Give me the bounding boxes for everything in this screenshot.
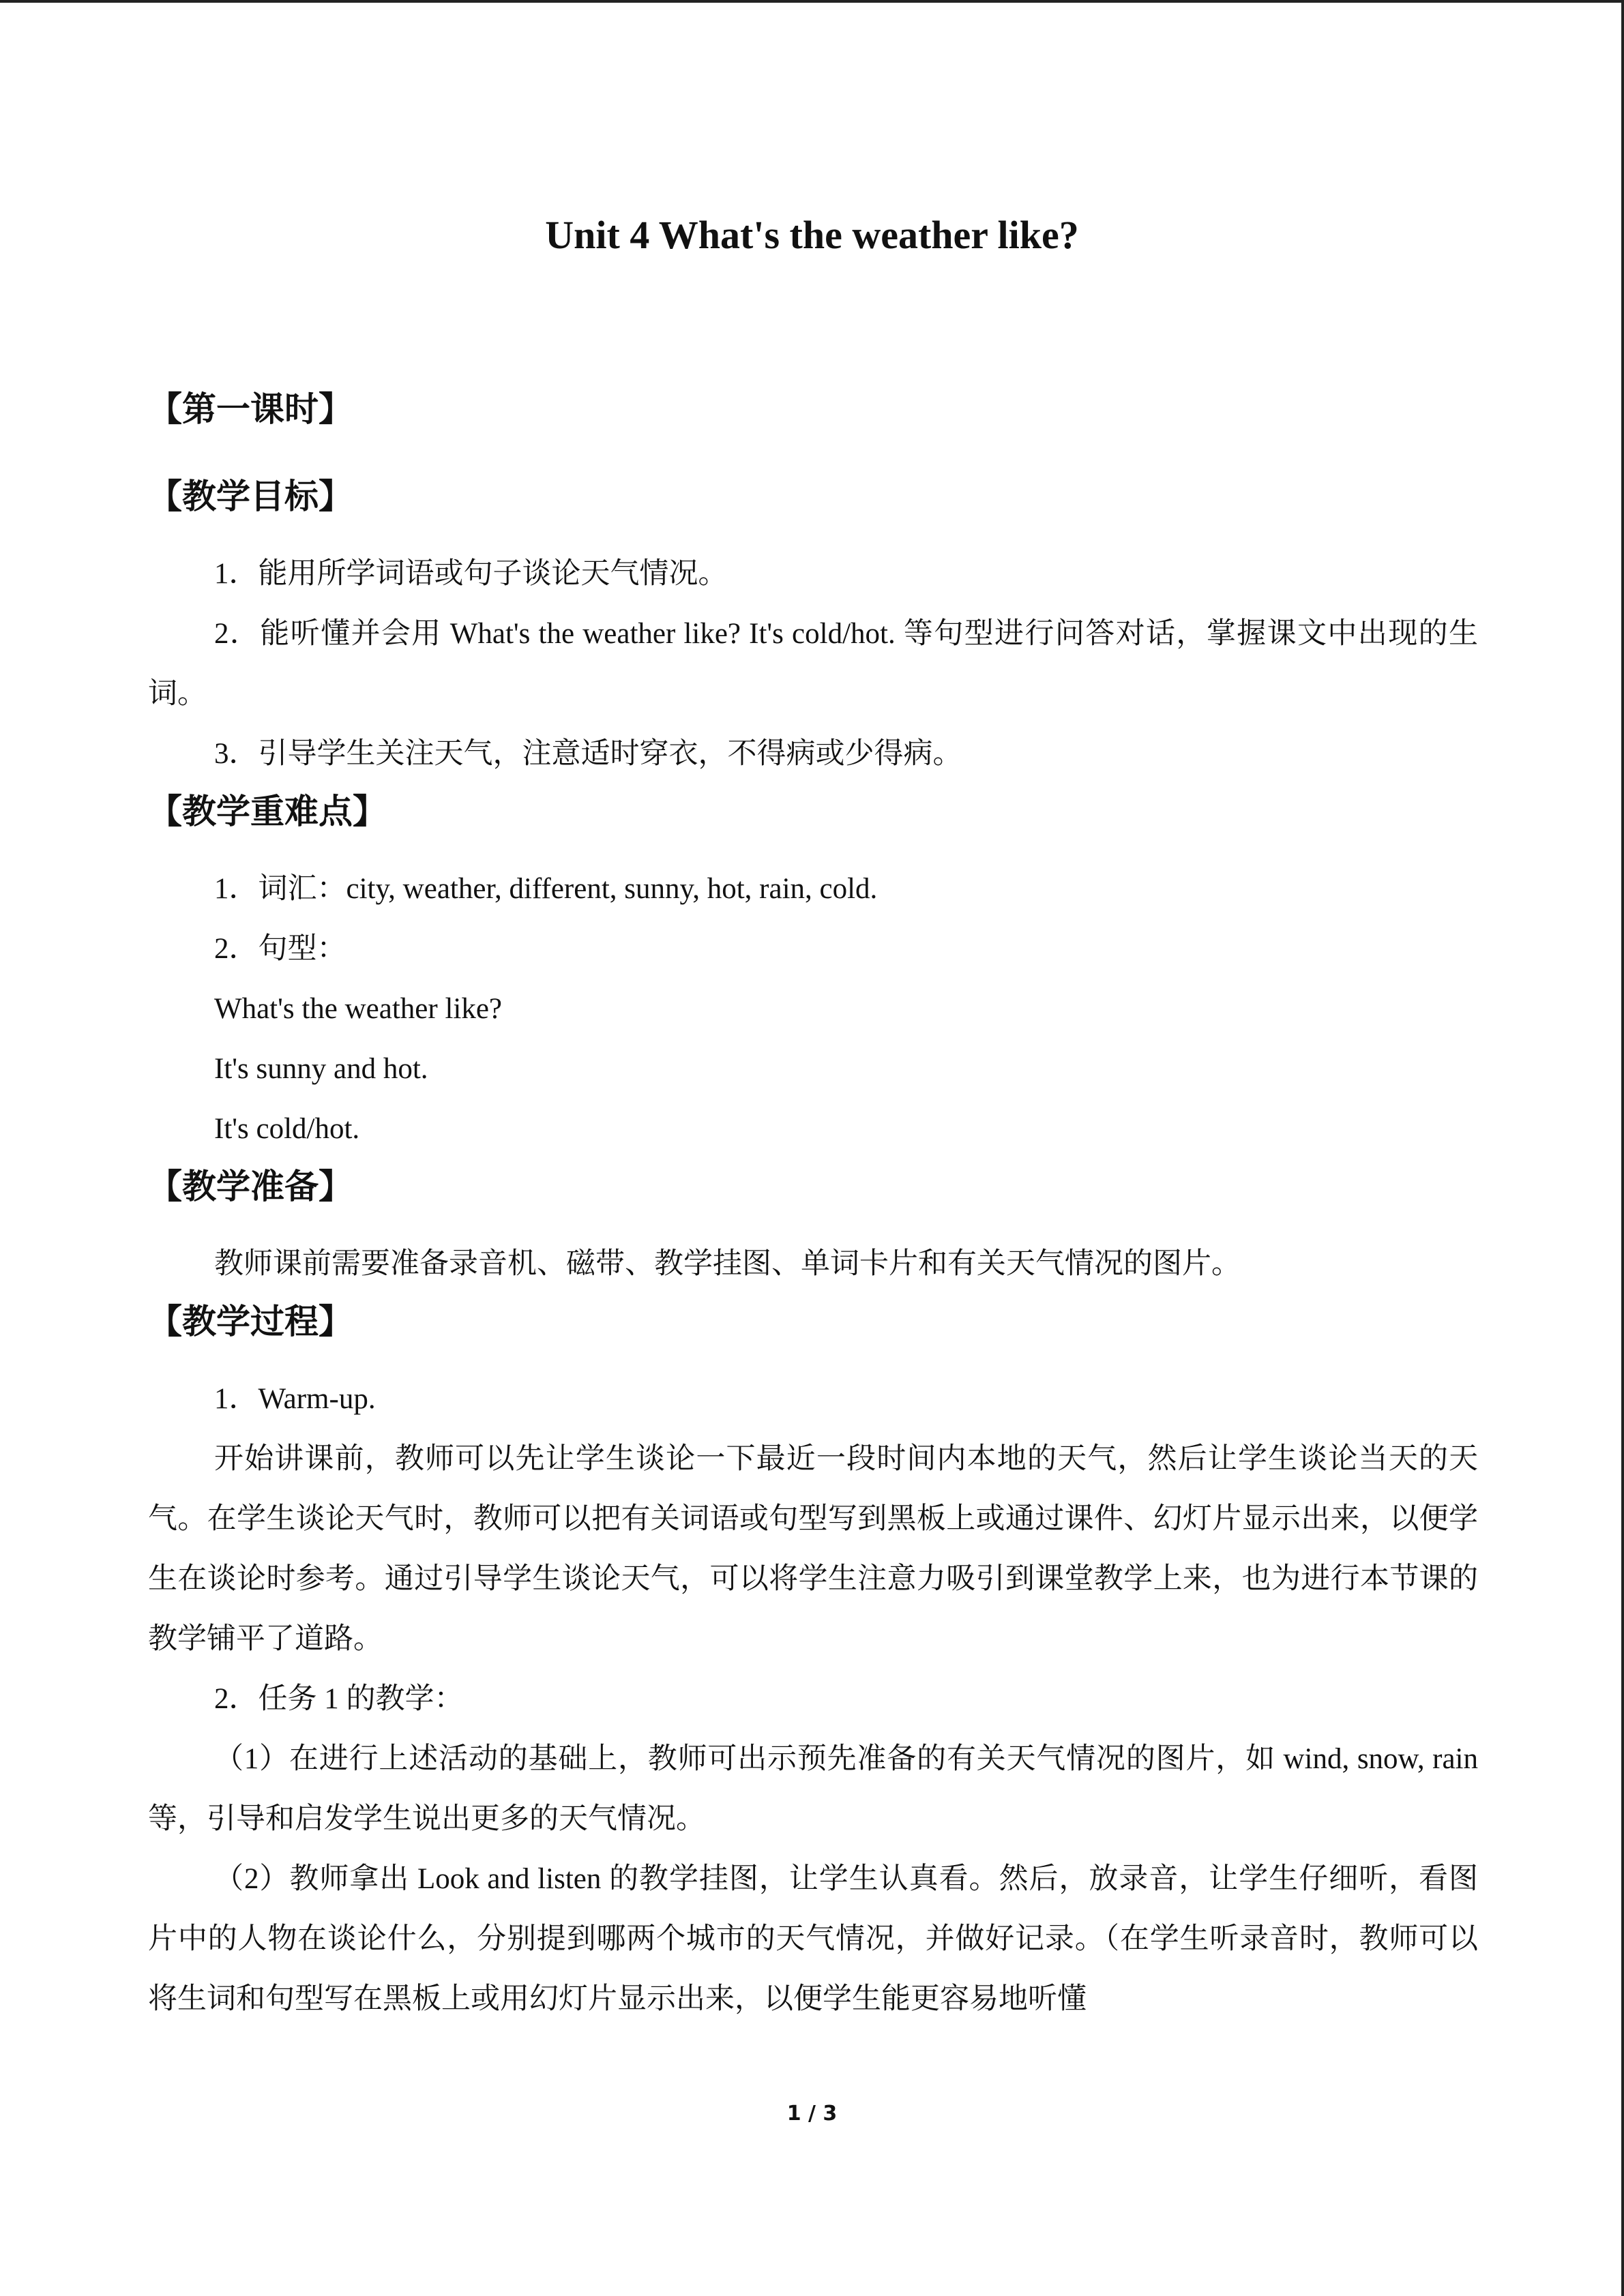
lesson-heading: 【第一课时】 (148, 389, 353, 429)
keypoints-vocab: 1．词汇：city, weather, different, sunny, hot, rain, cold. (214, 873, 878, 905)
objective-item-3: 3．引导学生关注天气，注意适时穿衣，不得病或少得病。 (214, 738, 962, 770)
page-top-border (0, 0, 1624, 3)
objective-item-1: 1．能用所学词语或句子谈论天气情况。 (214, 558, 728, 590)
sentence-pattern-3: It's cold/hot. (214, 1113, 360, 1145)
document-body (148, 382, 1478, 2029)
process-step-2: 2．任务 1 的教学： (214, 1683, 464, 1715)
process-substep-2: （2）教师拿出 Look and listen 的教学挂图，让学生认真看。然后，放录音，让学生仔细听，看图片中的人物在谈论什么，分别提到哪两个城市的天气情况，并做好记录。（在学生听录音时，教师可以将生词和句型写在黑板上或用幻灯片显示出来，以便学生能更容易地听懂 (148, 1863, 1478, 2015)
process-step-1: 1．Warm-up. (214, 1383, 376, 1415)
keypoints-heading: 【教学重难点】 (148, 792, 387, 831)
sentence-pattern-2: It's sunny and hot. (214, 1053, 428, 1085)
objectives-heading: 【教学目标】 (148, 477, 353, 516)
process-heading: 【教学过程】 (148, 1302, 353, 1341)
prep-text: 教师课前需要准备录音机、磁带、教学挂图、单词卡片和有关天气情况的图片。 (214, 1248, 1241, 1280)
process-substep-1: （1）在进行上述活动的基础上，教师可出示预先准备的有关天气情况的图片，如 wind, snow, rain 等，引导和启发学生说出更多的天气情况。 (148, 1743, 1478, 1835)
process-warmup-text: 开始讲课前，教师可以先让学生谈论一下最近一段时间内本地的天气，然后让学生谈论当天的天气。在学生谈论天气时，教师可以把有关词语或句型写到黑板上或通过课件、幻灯片显示出来，以便学生在谈论时参考。通过引导学生谈论天气，可以将学生注意力吸引到课堂教学上来，也为进行本节课的教学铺平了道路。 (148, 1443, 1478, 1655)
prep-heading: 【教学准备】 (148, 1167, 353, 1206)
objective-item-2: 2．能听懂并会用 What's the weather like? It's cold/hot. 等句型进行问答对话，掌握课文中出现的生词。 (148, 618, 1478, 710)
sentence-pattern-1: What's the weather like? (214, 993, 503, 1025)
document-title: Unit 4 What's the weather like? (545, 213, 1079, 257)
keypoints-sentence-label: 2．句型： (214, 933, 346, 965)
page-number: 1 / 3 (786, 2102, 838, 2126)
page-right-border (1621, 0, 1624, 2296)
